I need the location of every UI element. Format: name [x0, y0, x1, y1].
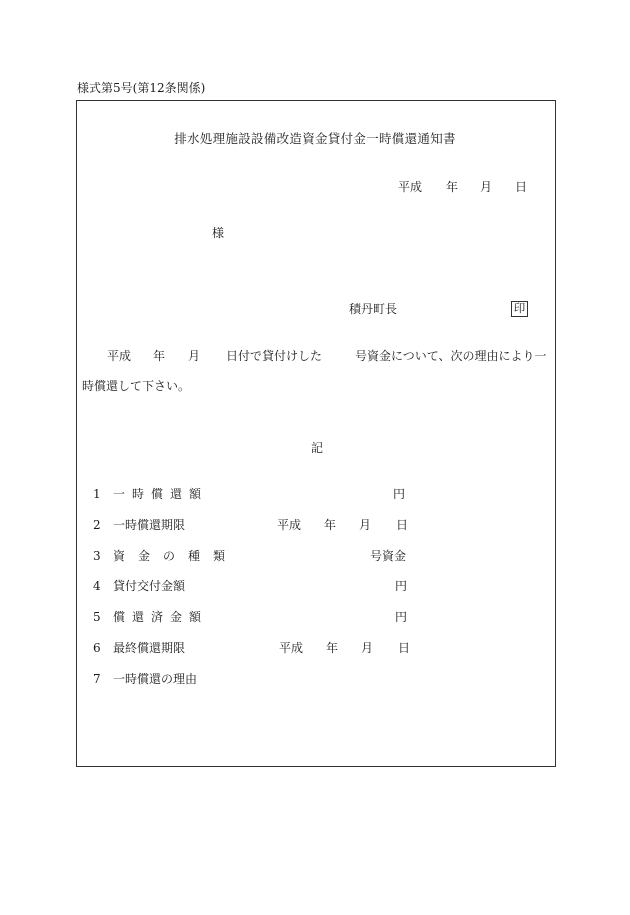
item-label: 一時償還額 [113, 487, 209, 501]
item-number: 5 [93, 610, 101, 624]
addressee-honorific: 様 [212, 226, 225, 240]
body-line-2: 時償還して下さい。 [82, 379, 191, 393]
item-number: 2 [93, 518, 101, 532]
item-era: 平成 [279, 641, 304, 655]
body-month: 月 [188, 349, 201, 363]
item-day: 日 [396, 518, 409, 532]
item-label: 一時償還期限 [113, 518, 186, 532]
body-text-a: 日付で貸付けした [226, 349, 323, 363]
item-unit: 円 [395, 579, 408, 593]
sender-name: 積丹町長 [349, 302, 398, 316]
item-number: 3 [93, 549, 101, 563]
item-era: 平成 [277, 518, 302, 532]
item-label: 資金の種類 [113, 549, 239, 563]
item-day: 日 [398, 641, 411, 655]
item-year: 年 [324, 518, 337, 532]
issue-date-day: 日 [515, 180, 528, 194]
item-number: 6 [93, 641, 101, 655]
item-month: 月 [361, 641, 374, 655]
item-label: 貸付交付金額 [113, 579, 186, 593]
ki-heading: 記 [311, 441, 324, 455]
item-month: 月 [359, 518, 372, 532]
issue-date-month: 月 [480, 180, 493, 194]
document-frame [76, 100, 556, 767]
item-number: 7 [93, 672, 101, 686]
form-number-label: 様式第5号(第12条関係) [77, 81, 206, 95]
item-label: 一時償還の理由 [113, 672, 198, 686]
document-title: 排水処理施設設備改造資金貸付金一時償還通知書 [174, 131, 456, 146]
item-number: 4 [93, 579, 101, 593]
body-text-b: 号資金について、次の理由により一 [355, 349, 547, 363]
item-label: 最終償還期限 [113, 641, 186, 655]
body-era: 平成 [107, 349, 132, 363]
issue-date-era: 平成 [398, 180, 423, 194]
item-label: 償還済金額 [113, 610, 209, 624]
body-year: 年 [153, 349, 166, 363]
seal-text: 印 [513, 301, 526, 316]
seal-mark [511, 301, 528, 317]
issue-date-year: 年 [446, 180, 459, 194]
item-number: 1 [93, 487, 101, 501]
item-unit: 号資金 [370, 549, 407, 563]
item-year: 年 [326, 641, 339, 655]
item-unit: 円 [395, 610, 408, 624]
item-unit: 円 [393, 487, 406, 501]
